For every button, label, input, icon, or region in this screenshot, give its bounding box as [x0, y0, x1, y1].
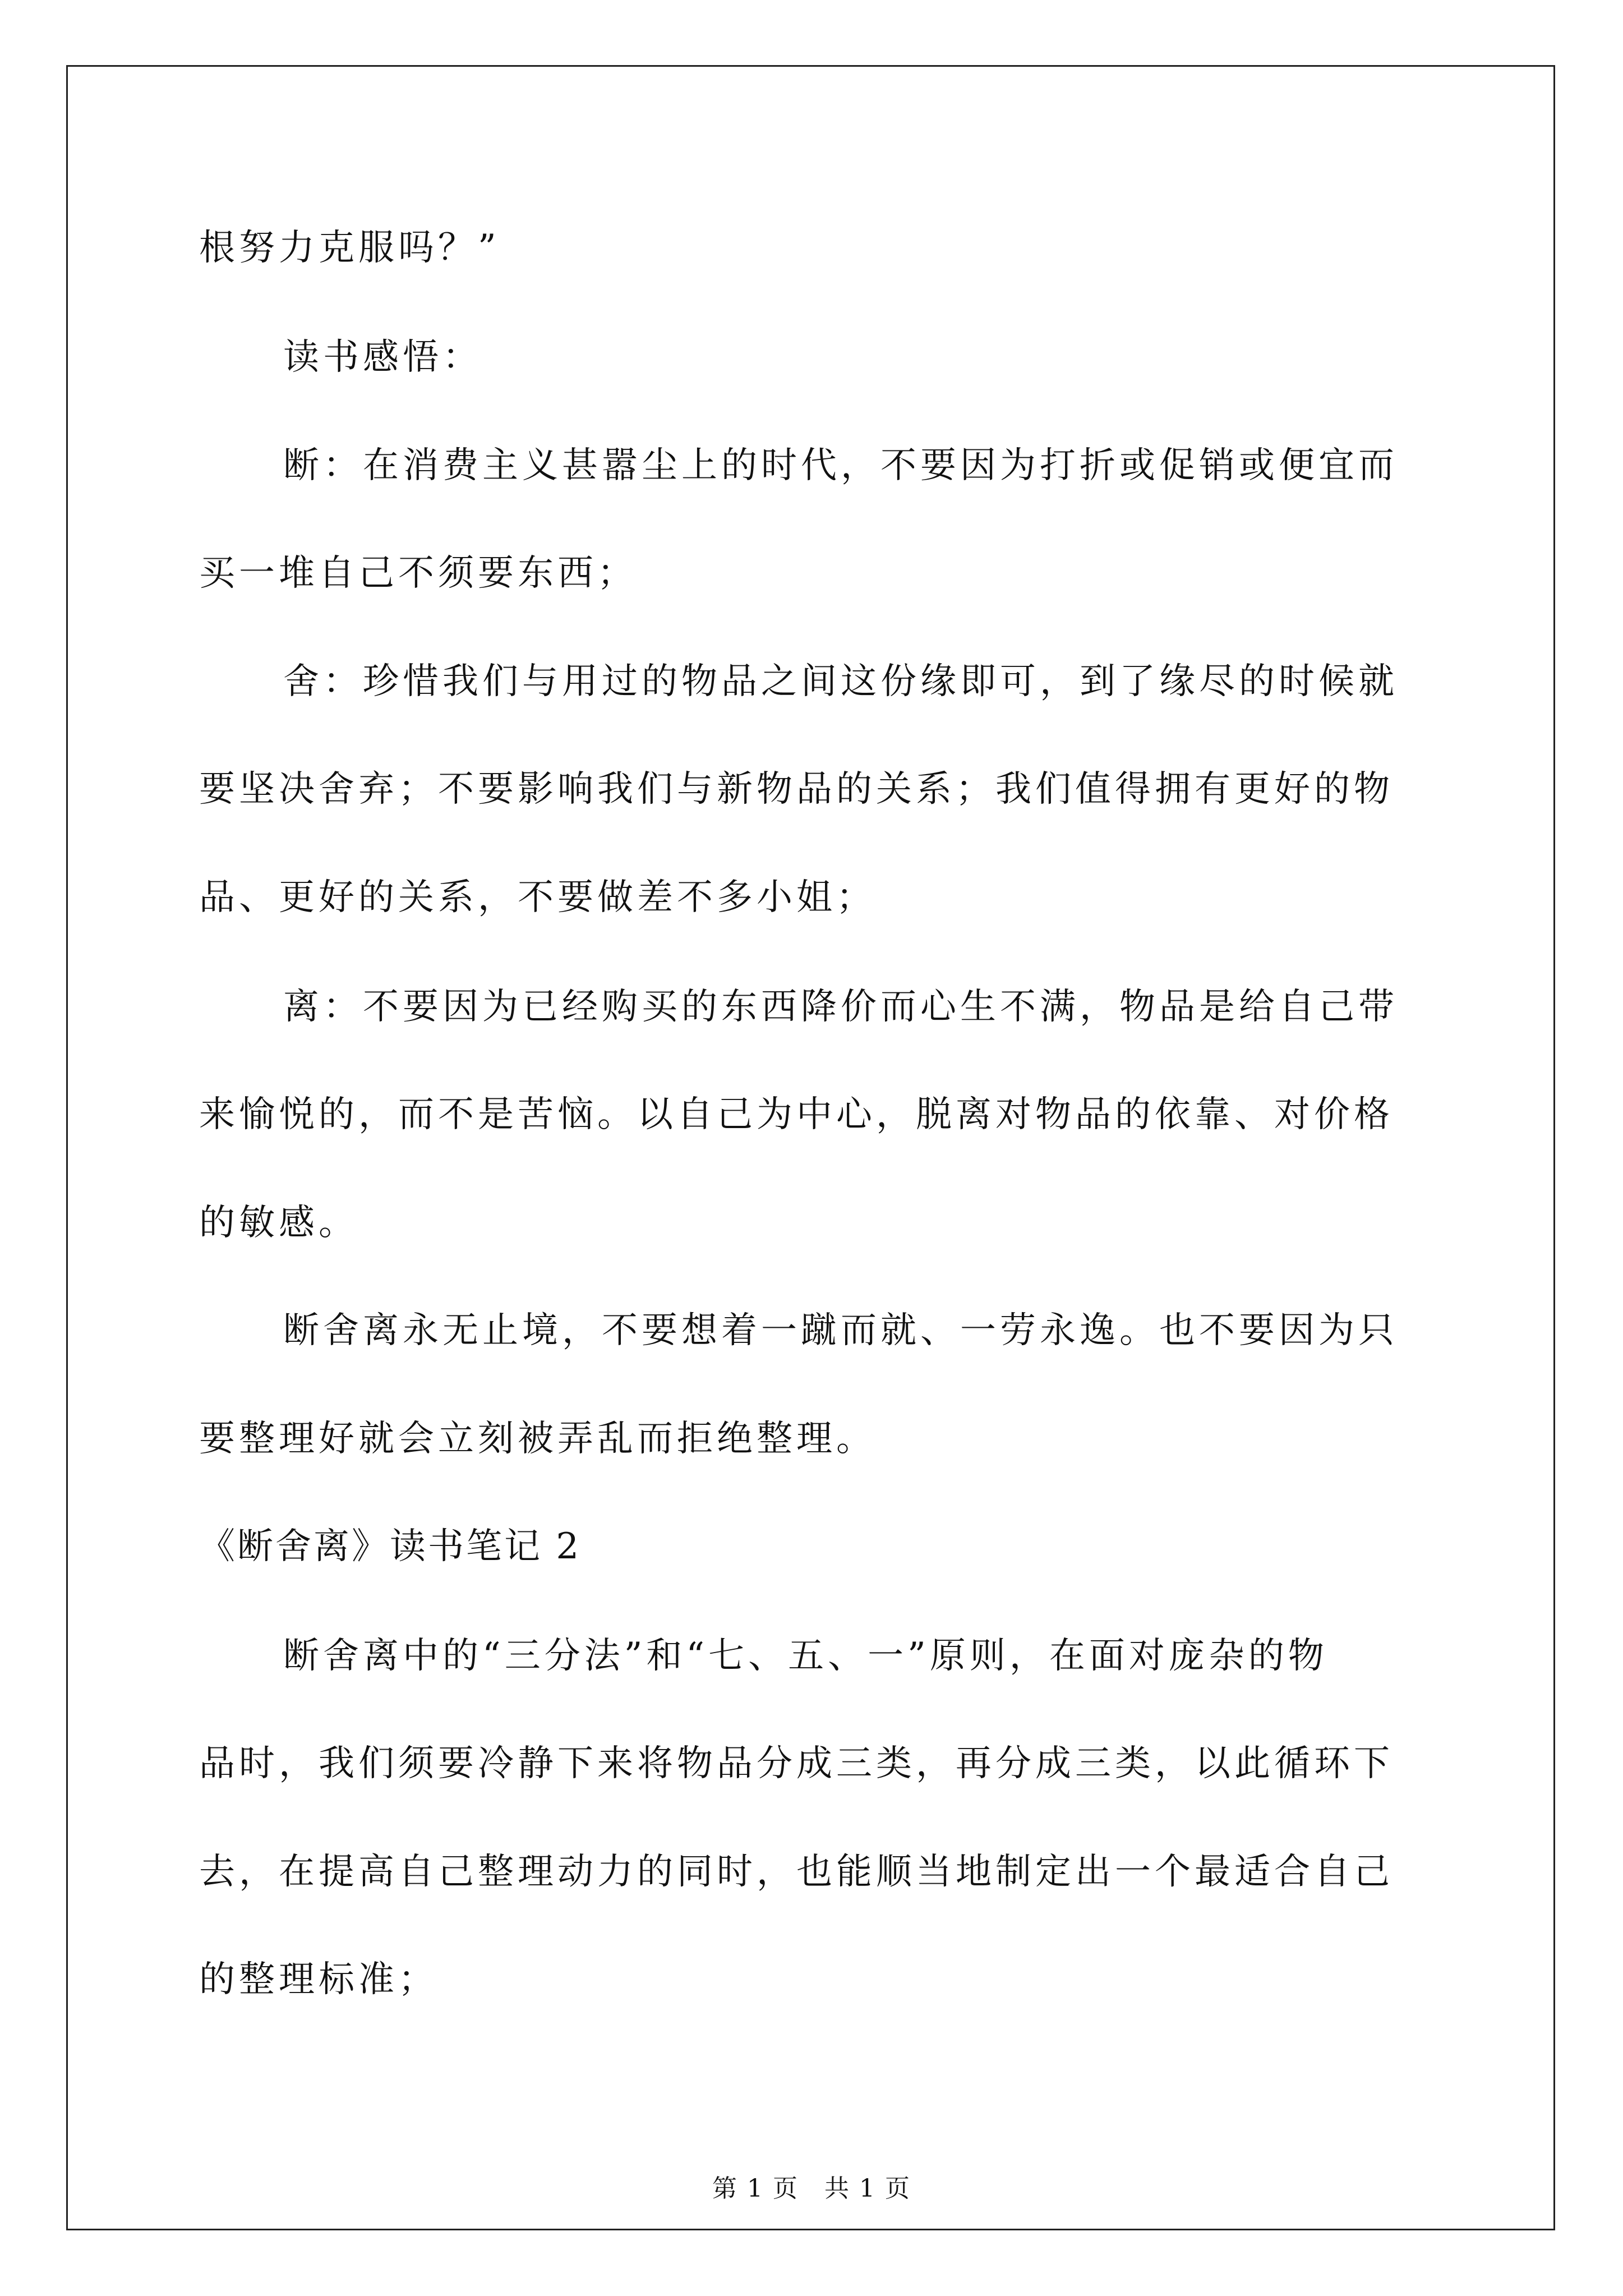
text-line: 要整理好就会立刻被弄乱而拒绝整理。 — [199, 1418, 876, 1460]
text-line: 买一堆自己不须要东西； — [199, 553, 637, 594]
text-line: 离：不要因为已经购买的东西降价而心生不满，物品是给自己带 — [283, 986, 1398, 1028]
section-heading: 《断舍离》读书笔记 2 — [199, 1526, 582, 1567]
text-line: 要坚决舍弃；不要影响我们与新物品的关系；我们值得拥有更好的物 — [199, 769, 1394, 810]
page-border — [66, 65, 1555, 2230]
text-line: 断舍离永无止境，不要想着一蹴而就、一劳永逸。也不要因为只 — [283, 1310, 1398, 1351]
text-line: 断舍离中的“三分法”和“七、五、一”原则，在面对庞杂的物 — [283, 1635, 1328, 1677]
text-line: 的敏感。 — [199, 1202, 358, 1244]
text-line: 品、更好的关系，不要做差不多小姐； — [199, 877, 876, 918]
text-line: 来愉悦的，而不是苦恼。以自己为中心，脱离对物品的依靠、对价格 — [199, 1094, 1394, 1135]
text-line: 品时，我们须要冷静下来将物品分成三类，再分成三类，以此循环下 — [199, 1743, 1394, 1784]
text-line: 根努力克服吗？” — [199, 227, 500, 269]
text-line: 的整理标准； — [199, 1959, 438, 2000]
page-number: 第 1 页 共 1 页 — [712, 2174, 911, 2203]
text-line: 读书感悟： — [283, 337, 482, 378]
text-line: 舍：珍惜我们与用过的物品之间这份缘即可，到了缘尽的时候就 — [283, 661, 1398, 702]
text-line: 断：在消费主义甚嚣尘上的时代，不要因为打折或促销或便宜而 — [283, 445, 1398, 486]
text-line: 去，在提高自己整理动力的同时，也能顺当地制定出一个最适合自己 — [199, 1851, 1394, 1893]
